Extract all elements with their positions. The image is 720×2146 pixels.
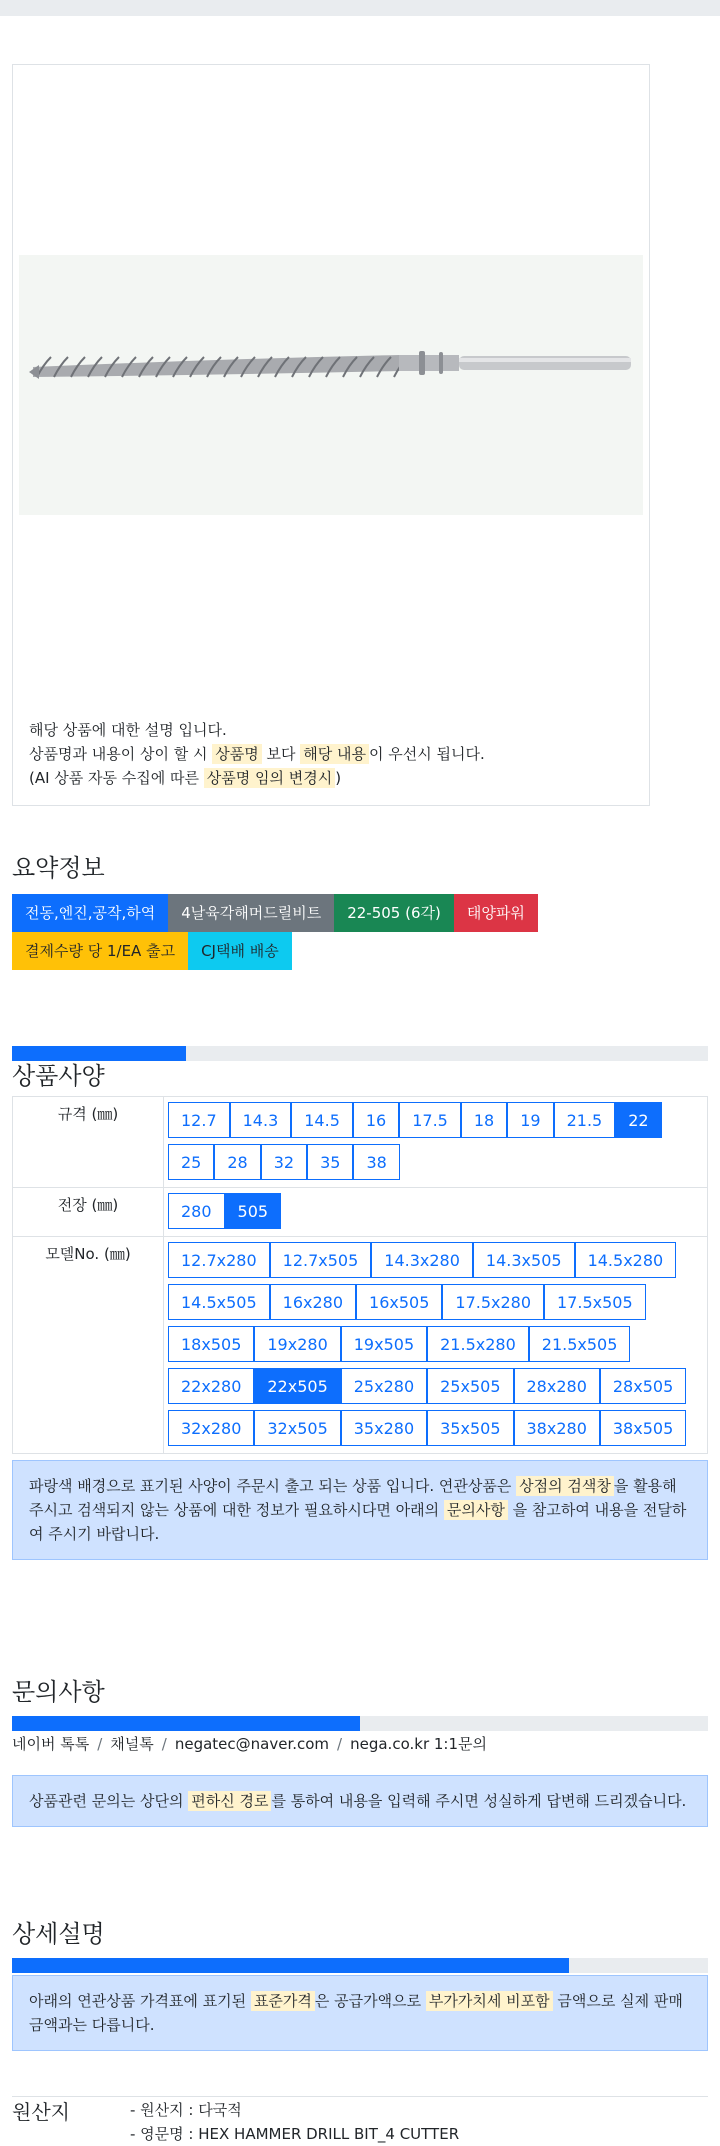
spec-option-model[interactable]: 19x280	[254, 1326, 340, 1362]
contact-link[interactable]: 네이버 톡톡	[12, 1735, 90, 1753]
spec-option-model[interactable]: 18x505	[168, 1326, 254, 1362]
spec-option-size[interactable]: 17.5	[399, 1102, 461, 1138]
spec-option-model[interactable]: 16x280	[270, 1284, 356, 1320]
detail-progress	[12, 1958, 708, 1973]
highlight-route: 편하신 경로	[188, 1791, 271, 1811]
contact-link[interactable]: 채널톡	[110, 1735, 154, 1753]
spec-label: 전장 (㎜)	[13, 1188, 164, 1237]
spec-option-model[interactable]: 32x505	[254, 1410, 340, 1446]
spec-option-model[interactable]: 28x280	[514, 1368, 600, 1404]
highlight-name-change: 상품명 임의 변경시	[204, 768, 335, 788]
spec-option-size[interactable]: 16	[353, 1102, 399, 1138]
spec-table	[12, 1096, 708, 1454]
spec-option-length[interactable]: 505	[225, 1193, 282, 1229]
spec-option-size[interactable]: 14.5	[291, 1102, 353, 1138]
spec-row-length	[13, 1188, 708, 1237]
summary-title: 요약정보	[12, 854, 105, 882]
top-bar	[0, 0, 720, 16]
origin-english-name: - 영문명 : HEX HAMMER DRILL BIT_4 CUTTER	[130, 2125, 460, 2143]
contact-links: 네이버 톡톡 / 채널톡 / negatec@naver.com / nega.co.kr 1:1문의	[12, 1735, 487, 1753]
spec-option-size[interactable]: 35	[307, 1144, 353, 1180]
contact-link[interactable]: nega.co.kr 1:1문의	[350, 1735, 487, 1753]
spec-option-model[interactable]: 16x505	[356, 1284, 442, 1320]
spec-option-model[interactable]: 14.3x280	[371, 1242, 473, 1278]
product-description	[29, 718, 485, 790]
spec-option-model[interactable]: 35x505	[427, 1410, 513, 1446]
highlight-product-name: 상품명	[212, 744, 261, 764]
highlight-vat-excluded: 부가가치세 비포함	[426, 1991, 553, 2011]
description-line-2: 상품명과 내용이 상이 할 시 상품명 보다 해당 내용 이 우선시 됩니다.	[29, 745, 485, 763]
spec-label: 모델No. (㎜)	[13, 1237, 164, 1454]
inquiry-progress	[12, 1716, 708, 1731]
spec-option-model[interactable]: 12.7x505	[270, 1242, 372, 1278]
spec-option-size[interactable]: 38	[353, 1144, 399, 1180]
spec-option-size[interactable]: 19	[507, 1102, 553, 1138]
spec-row-model	[13, 1237, 708, 1454]
spec-option-size[interactable]: 25	[168, 1144, 214, 1180]
spec-option-model[interactable]: 35x280	[341, 1410, 427, 1446]
spec-option-model[interactable]: 14.3x505	[473, 1242, 575, 1278]
spec-option-size[interactable]: 18	[461, 1102, 507, 1138]
summary-badge: 결제수량 당 1/EA 출고	[12, 932, 188, 970]
spec-option-model[interactable]: 22x280	[168, 1368, 254, 1404]
spec-option-size[interactable]: 12.7	[168, 1102, 230, 1138]
highlight-inquiry: 문의사항	[444, 1500, 508, 1520]
spec-option-model[interactable]: 17.5x280	[442, 1284, 544, 1320]
description-line-3: (AI 상품 자동 수집에 따른 상품명 임의 변경시 )	[29, 769, 342, 787]
spec-option-model[interactable]: 38x505	[600, 1410, 686, 1446]
spec-option-model[interactable]: 12.7x280	[168, 1242, 270, 1278]
spec-option-model[interactable]: 21.5x280	[427, 1326, 529, 1362]
origin-country: - 원산지 : 다국적	[130, 2101, 242, 2119]
inquiry-title: 문의사항	[12, 1678, 105, 1706]
origin-values	[130, 2098, 459, 2146]
spec-title: 상품사양	[12, 1062, 105, 1090]
product-image	[19, 255, 643, 515]
inquiry-notice: 상품관련 문의는 상단의 편하신 경로 를 통하여 내용을 입력해 주시면 성실하게 답변해 드리겠습니다.	[12, 1775, 708, 1827]
spec-option-model[interactable]: 32x280	[168, 1410, 254, 1446]
spec-notice: 파랑색 배경으로 표기된 사양이 주문시 출고 되는 상품 입니다. 연관상품은 상점의 검색창 을 활용해 주시고 검색되지 않는 상품에 대한 정보가 필요하시다면 아래의 문의사항 을 참고하여 내용을 전달하여 주시기 바랍니다.	[12, 1460, 708, 1560]
summary-badges	[12, 894, 652, 970]
spec-option-size[interactable]: 28	[214, 1144, 260, 1180]
origin-label: 원산지	[12, 2100, 70, 2124]
summary-badge: 4날육각해머드릴비트	[168, 894, 334, 932]
spec-option-model[interactable]: 14.5x280	[575, 1242, 677, 1278]
spec-option-size[interactable]: 32	[261, 1144, 307, 1180]
spec-option-model[interactable]: 38x280	[514, 1410, 600, 1446]
spec-progress	[12, 1046, 708, 1061]
summary-badge: CJ택배 배송	[188, 932, 292, 970]
spec-option-model[interactable]: 21.5x505	[529, 1326, 631, 1362]
spec-option-model[interactable]: 25x505	[427, 1368, 513, 1404]
highlight-search: 상점의 검색창	[516, 1476, 614, 1496]
detail-notice: 아래의 연관상품 가격표에 표기된 표준가격 은 공급가액으로 부가가치세 비포함 금액으로 실제 판매금액과는 다릅니다.	[12, 1975, 708, 2051]
summary-badge: 태양파워	[454, 894, 538, 932]
spec-option-length[interactable]: 280	[168, 1193, 225, 1229]
spec-option-model[interactable]: 14.5x505	[168, 1284, 270, 1320]
spec-option-model[interactable]: 17.5x505	[544, 1284, 646, 1320]
spec-label: 규격 (㎜)	[13, 1097, 164, 1188]
spec-option-size[interactable]: 21.5	[554, 1102, 616, 1138]
summary-badge: 22-505 (6각)	[334, 894, 454, 932]
product-card	[12, 64, 650, 806]
highlight-content: 해당 내용	[300, 744, 369, 764]
detail-title: 상세설명	[12, 1920, 105, 1948]
spec-option-size[interactable]: 22	[615, 1102, 661, 1138]
spec-row-size	[13, 1097, 708, 1188]
origin-divider	[12, 2096, 708, 2097]
description-line-1: 해당 상품에 대한 설명 입니다.	[29, 721, 227, 739]
spec-option-model[interactable]: 25x280	[341, 1368, 427, 1404]
contact-link[interactable]: negatec@naver.com	[174, 1735, 330, 1753]
spec-option-model[interactable]: 19x505	[341, 1326, 427, 1362]
spec-option-model[interactable]: 22x505	[254, 1368, 340, 1404]
summary-badge: 전동,엔진,공작,하역	[12, 894, 168, 932]
spec-option-model[interactable]: 28x505	[600, 1368, 686, 1404]
highlight-standard-price: 표준가격	[251, 1991, 315, 2011]
spec-option-size[interactable]: 14.3	[230, 1102, 292, 1138]
